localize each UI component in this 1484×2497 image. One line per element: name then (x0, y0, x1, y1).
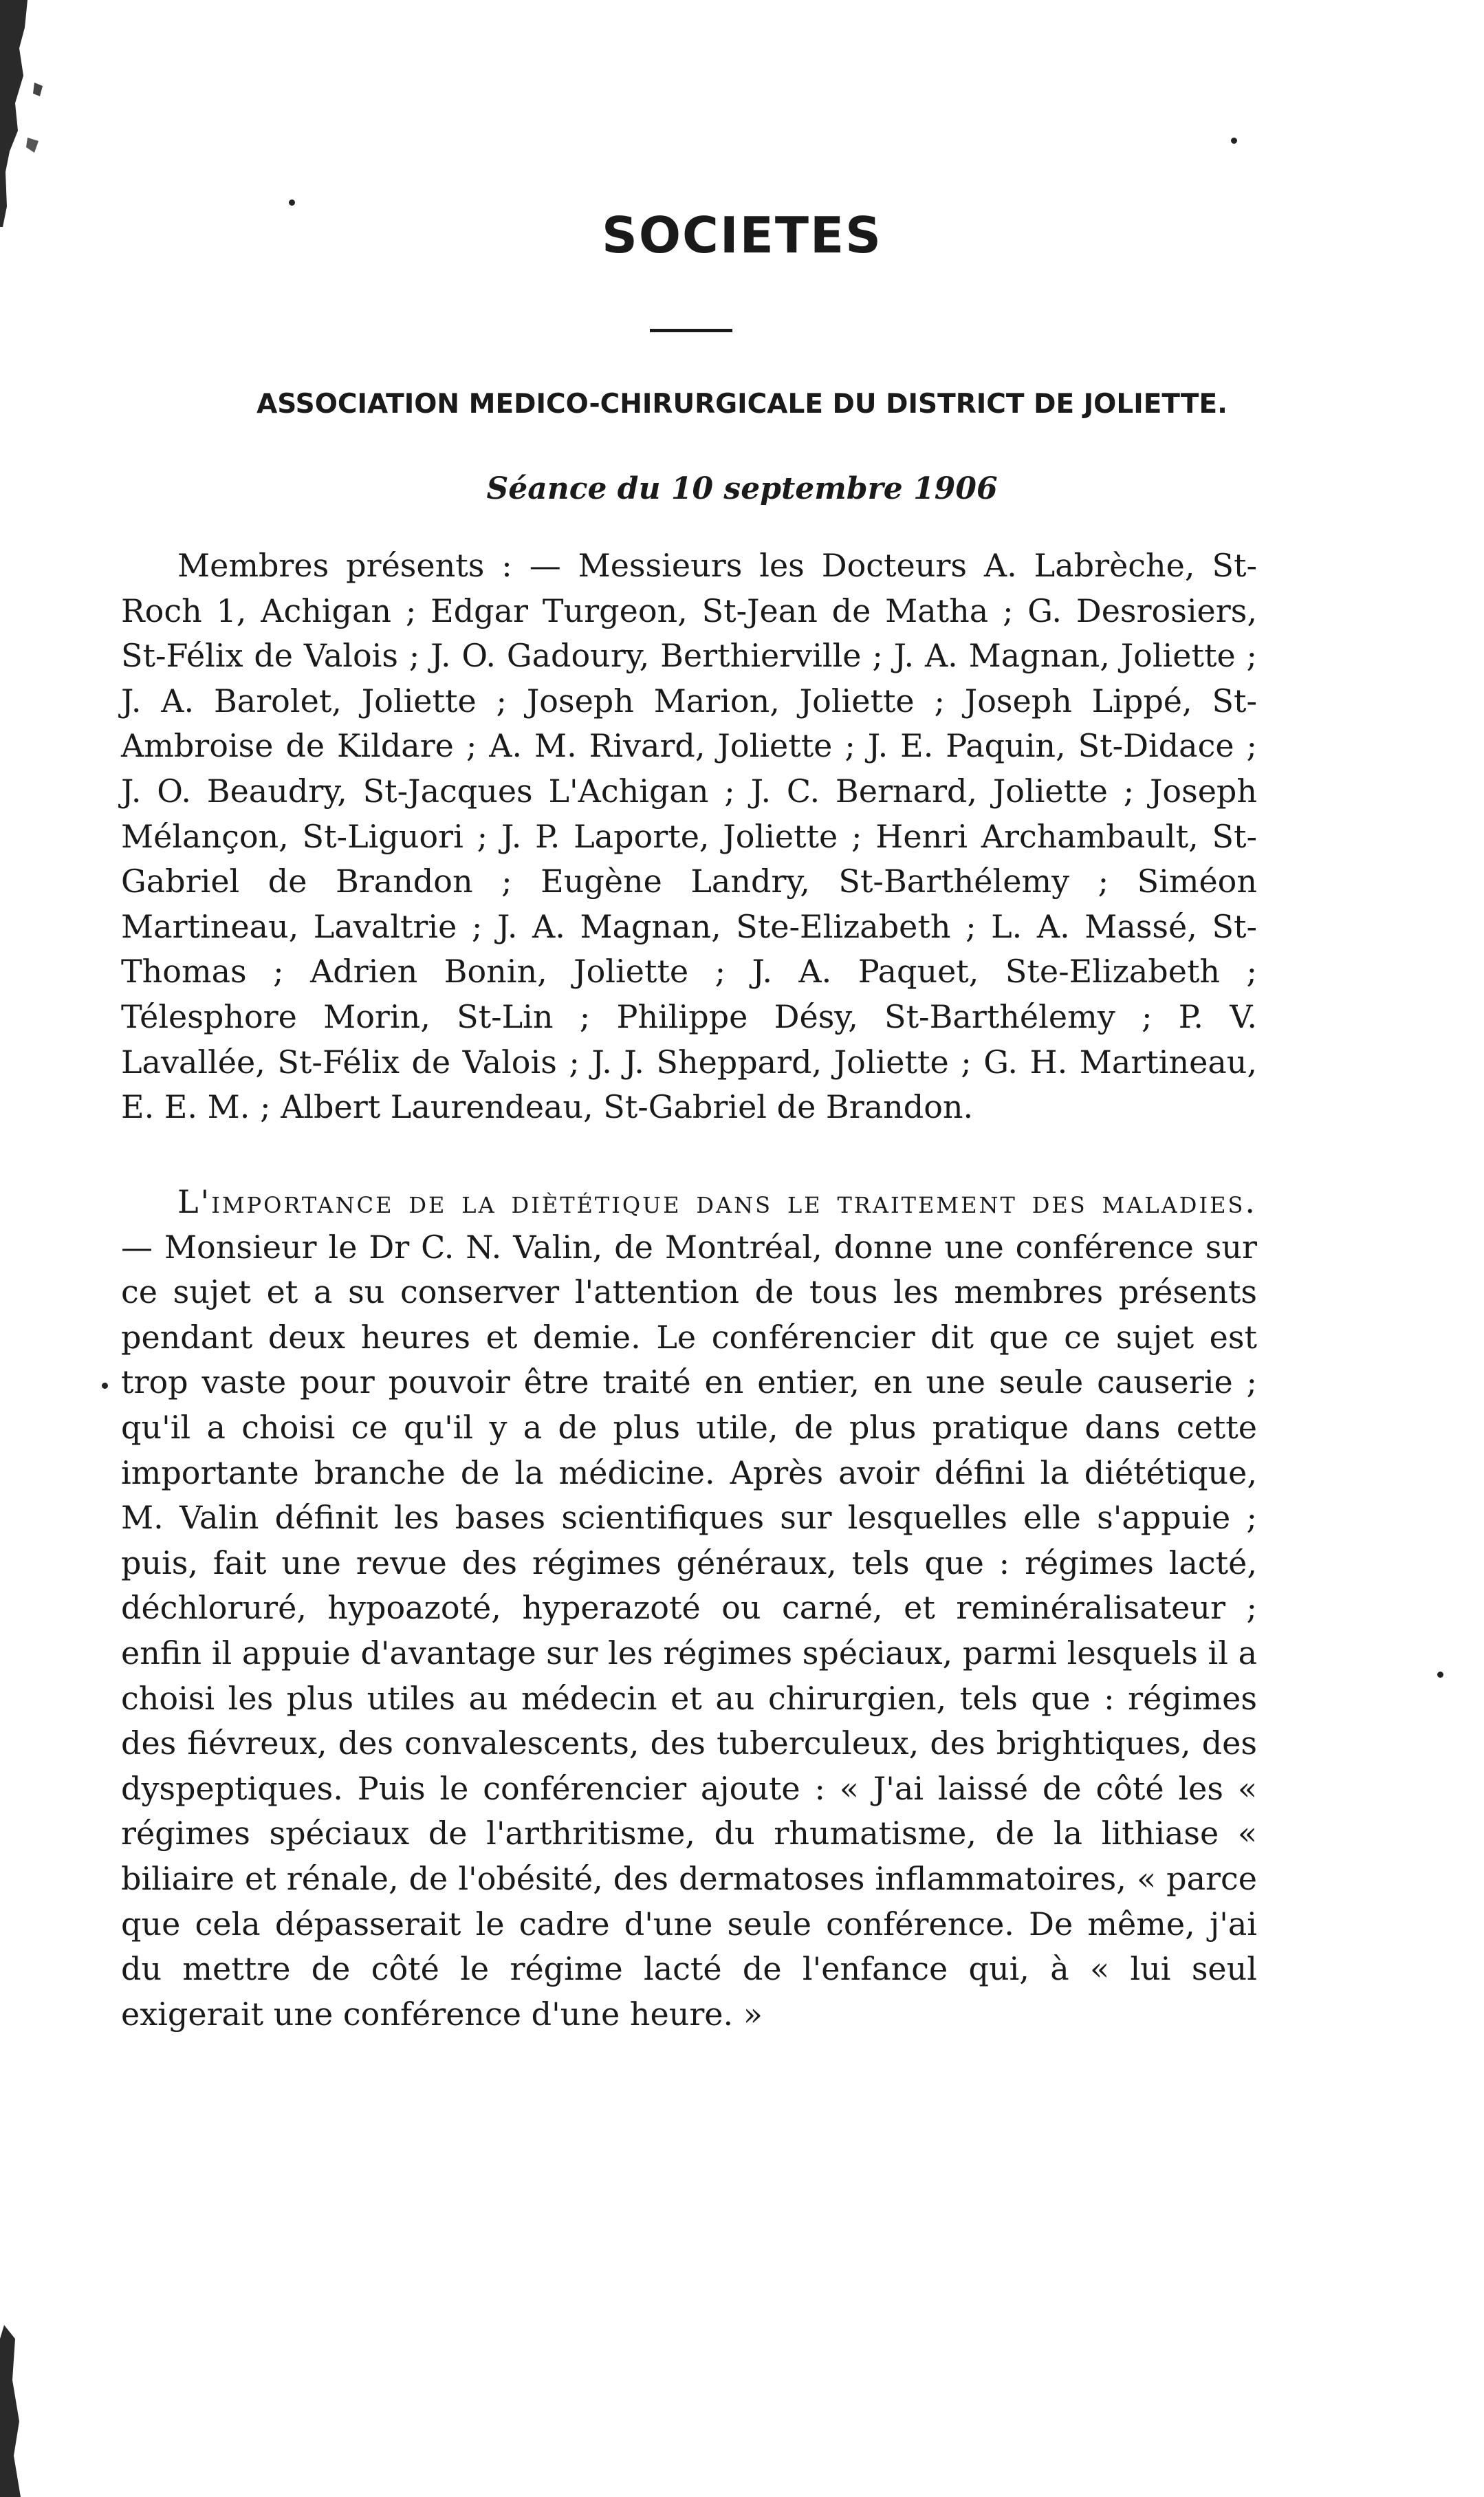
scan-edge-mark-bottom (0, 2298, 41, 2497)
scan-edge-mark-top (0, 0, 83, 227)
section-heading: L'importance de la diètétique dans le traitement des maladies. (177, 1183, 1257, 1220)
association-heading: ASSOCIATION MEDICO-CHIRURGICALE DU DISTRICT DE JOLIETTE. (257, 389, 1227, 420)
lecture-paragraph (121, 1180, 1257, 2037)
scan-speck (289, 199, 295, 206)
scan-speck (102, 1383, 108, 1389)
section-body: — Monsieur le Dr C. N. Valin, de Montréal, donne une conférence sur ce sujet et a su conserver l'attention de tous les membres présents pendant deux heures et demie. Le conférencier dit que ce sujet est trop vaste pour pouvoir être traité en entier, en une seule causerie ; qu'il a choisi ce qu'il y a de plus utile, de plus pratique dans cette importante branche de la médicine. Après avoir défini la diététique, M. Valin définit les bases scientifiques sur lesquelles elle s'appuie ; puis, fait une revue des régimes généraux, tels que : régimes lacté, déchloruré, hypoazoté, hyperazoté ou carné, et reminéralisateur ; enfin il appuie d'avantage sur les régimes spéciaux, parmi lesquels il a choisi les plus utiles au médecin et au chirurgien, tels que : régimes des fiévreux, des convalescents, des tuberculeux, des brightiques, des dyspeptiques. Puis le conférencier ajoute : « J'ai laissé de côté les « régimes spéciaux de l'arthritisme, du rhumatisme, de la lithiase « biliaire et rénale, de l'obésité, des dermatoses inflammatoires, « parce que cela dépasserait le cadre d'une seule conférence. De même, j'ai du mettre de côté le régime lacté de l'enfance qui, à « lui seul exigerait une conférence d'une heure. » (121, 1228, 1257, 2033)
members-paragraph: Membres présents : — Messieurs les Docteurs A. Labrèche, St-Roch 1, Achigan ; Edgar Turgeon, St-Jean de Matha ; G. Desrosiers, St-Félix de Valois ; J. O. Gadoury, Berthierville ; J. A. Magnan, Joliette ; J. A. Barolet, Joliette ; Joseph Marion, Joliette ; Joseph Lippé, St-Ambroise de Kildare ; A. M. Rivard, Joliette ; J. E. Paquin, St-Didace ; J. O. Beaudry, St-Jacques L'Achigan ; J. C. Bernard, Joliette ; Joseph Mélançon, St-Liguori ; J. P. Laporte, Joliette ; Henri Archambault, St-Gabriel de Brandon ; Eugène Landry, St-Barthélemy ; Siméon Martineau, Lavaltrie ; J. A. Magnan, Ste-Elizabeth ; L. A. Massé, St-Thomas ; Adrien Bonin, Joliette ; J. A. Paquet, Ste-Elizabeth ; Télesphore Morin, St-Lin ; Philippe Désy, St-Barthélemy ; P. V. Lavallée, St-Félix de Valois ; J. J. Sheppard, Joliette ; G. H. Martineau, E. E. M. ; Albert Laurendeau, St-Gabriel de Brandon. (121, 547, 1257, 1126)
session-date: Séance du 10 septembre 1906 (486, 471, 998, 506)
scan-speck (1231, 138, 1237, 144)
page-title: SOCIETES (601, 206, 883, 264)
scan-speck (1437, 1672, 1443, 1678)
title-divider (650, 329, 732, 332)
